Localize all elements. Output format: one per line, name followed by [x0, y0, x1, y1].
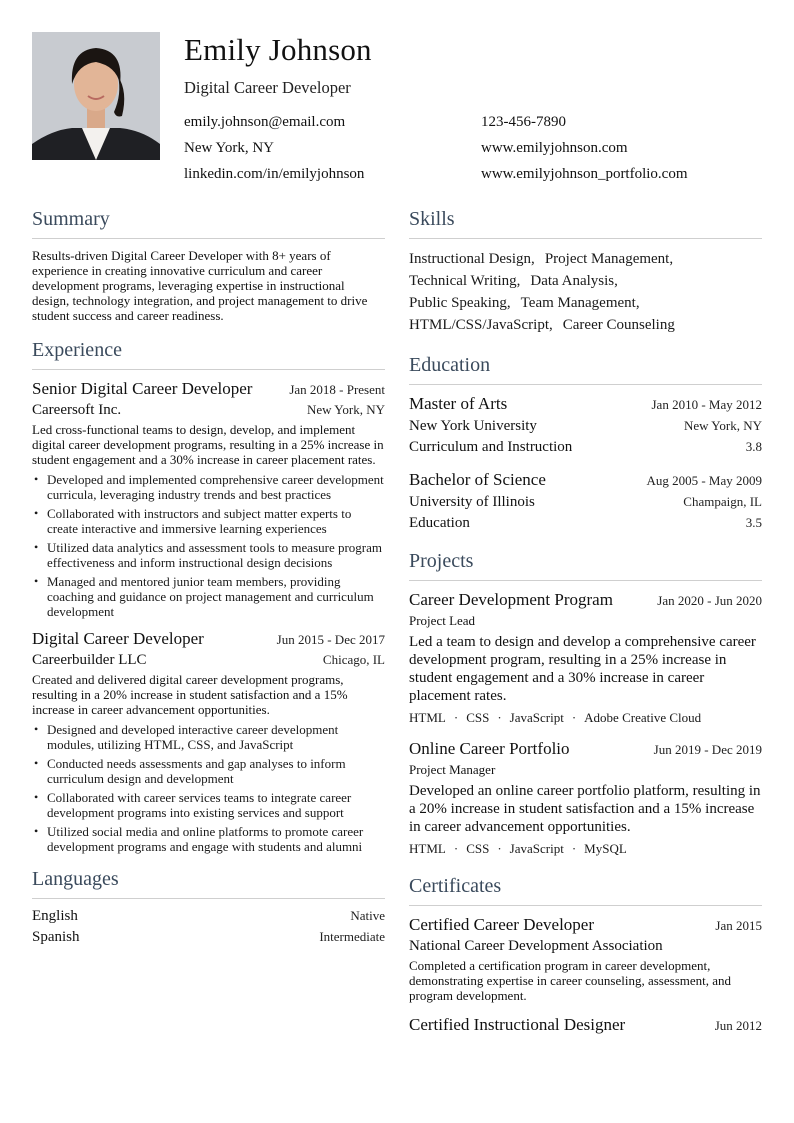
language-level: Intermediate [319, 929, 385, 944]
job-description: Led cross-functional teams to design, develop, and implement digital career development programs, resulting in a 25% increase in student engagement and a 30% increase in career placement rates. [32, 422, 384, 467]
projects-heading: Projects [409, 550, 762, 581]
field-of-study: Education [409, 515, 470, 531]
right-column [409, 208, 762, 1035]
skill-item: Data Analysis, [530, 273, 618, 289]
certificate-name: Certified Instructional Designer [409, 1015, 626, 1034]
skill-item: Project Management, [544, 251, 674, 267]
skill-item: Team Management, [520, 295, 640, 311]
job-title: Digital Career Developer [32, 629, 204, 648]
school-name: New York University [409, 418, 537, 434]
degree-name: Bachelor of Science [409, 470, 546, 489]
phone-number[interactable]: 123-456-7890 [481, 114, 566, 130]
certificate-entry [409, 1015, 762, 1035]
job-title: Senior Digital Career Developer [32, 379, 253, 398]
candidate-role: Digital Career Developer [184, 78, 351, 97]
job-bullet: • Designed and developed interactive career development modules, utilizing HTML, CSS, and JavaScript [32, 722, 385, 752]
certificate-name: Certified Career Developer [409, 915, 595, 934]
language-name: Spanish [32, 929, 80, 945]
job-company: Careersoft Inc. [32, 402, 122, 418]
education-section [409, 354, 762, 532]
job-bullets [32, 722, 385, 854]
project-tags: HTML · CSS · JavaScript · Adobe Creative Cloud [409, 710, 702, 725]
job-bullet: • Conducted needs assessments and gap analyses to inform curriculum design and development [32, 756, 385, 786]
job-dates: Jan 2018 - Present [289, 382, 385, 397]
location-text: New York, NY [184, 140, 275, 156]
portfolio-link[interactable]: www.emilyjohnson_portfolio.com [481, 166, 688, 182]
job-bullet: • Utilized data analytics and assessment tools to measure program effectiveness and inform instructional design decisions [32, 540, 385, 570]
skills-section [409, 208, 762, 336]
education-entry [409, 394, 762, 456]
project-role: Project Manager [409, 762, 496, 777]
projects-section [409, 550, 762, 857]
email-link[interactable]: emily.johnson@email.com [184, 114, 346, 130]
school-location: New York, NY [683, 418, 762, 433]
skills-heading: Skills [409, 208, 762, 239]
job-bullet: • Developed and implemented comprehensive career development curricula, leveraging industry trends and best practices [32, 472, 385, 502]
skills-row [409, 314, 762, 336]
experience-heading: Experience [32, 339, 385, 370]
certificate-date: Jan 2015 [715, 918, 762, 933]
skills-row [409, 292, 762, 314]
job-bullet: • Utilized social media and online platforms to promote career development programs and engage with students and alumni [32, 824, 385, 854]
skill-item: HTML/CSS/JavaScript, [409, 317, 553, 333]
linkedin-link[interactable]: linkedin.com/in/emilyjohnson [184, 166, 365, 182]
project-entry [409, 590, 762, 726]
project-dates: Jan 2020 - Jun 2020 [657, 593, 762, 608]
project-role: Project Lead [409, 613, 476, 628]
certificate-date: Jun 2012 [714, 1018, 762, 1033]
language-level: Native [350, 908, 385, 923]
website-link[interactable]: www.emilyjohnson.com [481, 140, 628, 156]
job-entry [32, 379, 385, 619]
project-tags: HTML · CSS · JavaScript · MySQL [409, 841, 627, 856]
person-photo-icon [32, 32, 160, 160]
job-location: Chicago, IL [322, 652, 385, 667]
project-description: Led a team to design and develop a comprehensive career development program, resulting in a 25% increase in student engagement and a 30% increase in career placement rates. [409, 634, 756, 704]
certificate-description: Completed a certification program in career development, demonstrating expertise in career counseling, assessment, and program development. [409, 958, 732, 1003]
project-name: Online Career Portfolio [409, 739, 570, 758]
language-name: English [32, 908, 78, 924]
education-heading: Education [409, 354, 762, 385]
certificates-heading: Certificates [409, 875, 762, 906]
skill-item: Technical Writing, [409, 273, 521, 289]
summary-text: Results-driven Digital Career Developer with 8+ years of experience in creating innovative curriculum and career development programs, leveraging expertise in instructional design, technology integration, and project management to drive student success and career readiness. [32, 248, 368, 323]
project-dates: Jun 2019 - Dec 2019 [653, 742, 762, 757]
certificates-section [409, 875, 762, 1035]
experience-section [32, 339, 385, 854]
field-of-study: Curriculum and Instruction [409, 439, 573, 455]
job-bullet: • Collaborated with instructors and subject matter experts to create interactive and immersive learning experiences [32, 506, 385, 536]
job-bullets [32, 472, 385, 619]
education-entry [409, 470, 762, 532]
project-name: Career Development Program [409, 590, 613, 609]
certificate-entry [409, 915, 762, 1003]
certificate-issuer: National Career Development Association [409, 938, 663, 954]
project-tag: JavaScript [509, 710, 564, 725]
profile-photo [32, 32, 160, 160]
project-tag: JavaScript [509, 841, 564, 856]
job-location: New York, NY [306, 402, 385, 417]
job-entry [32, 629, 385, 854]
project-description: Developed an online career portfolio platform, resulting in a 20% increase in student satisfaction and a 15% increase in career advancement opportunities. [409, 783, 761, 835]
project-tag: Adobe Creative Cloud [584, 710, 702, 725]
skill-item: Career Counseling [562, 317, 675, 333]
job-description: Created and delivered digital career development programs, resulting in a 20% increase in student satisfaction and a 15% increase in career advancement opportunities. [32, 672, 348, 717]
gpa-value: 3.8 [745, 439, 762, 454]
project-tag: HTML [409, 841, 446, 856]
languages-section [32, 868, 385, 946]
project-tag: HTML [409, 710, 446, 725]
skill-item: Instructional Design, [409, 251, 535, 267]
skills-row [409, 248, 762, 270]
job-dates: Jun 2015 - Dec 2017 [276, 632, 385, 647]
summary-section [32, 208, 385, 323]
degree-name: Master of Arts [409, 394, 508, 413]
job-company: Careerbuilder LLC [32, 652, 147, 668]
job-bullet: • Collaborated with career services teams to integrate career development programs into existing services and support [32, 790, 385, 820]
project-tag: CSS [466, 710, 490, 725]
degree-dates: Aug 2005 - May 2009 [646, 473, 762, 488]
summary-heading: Summary [32, 208, 385, 239]
project-tag: MySQL [584, 841, 627, 856]
left-column [32, 208, 385, 946]
gpa-value: 3.5 [745, 515, 762, 530]
candidate-name: Emily Johnson [184, 32, 372, 67]
school-name: University of Illinois [409, 494, 535, 510]
skill-item: Public Speaking, [409, 295, 511, 311]
project-entry [409, 739, 762, 857]
job-bullet: • Managed and mentored junior team members, providing coaching and guidance on project management and curriculum development [32, 574, 385, 619]
languages-heading: Languages [32, 868, 385, 899]
skills-row [409, 270, 762, 292]
degree-dates: Jan 2010 - May 2012 [651, 397, 762, 412]
school-location: Champaign, IL [683, 494, 762, 509]
project-tag: CSS [466, 841, 490, 856]
